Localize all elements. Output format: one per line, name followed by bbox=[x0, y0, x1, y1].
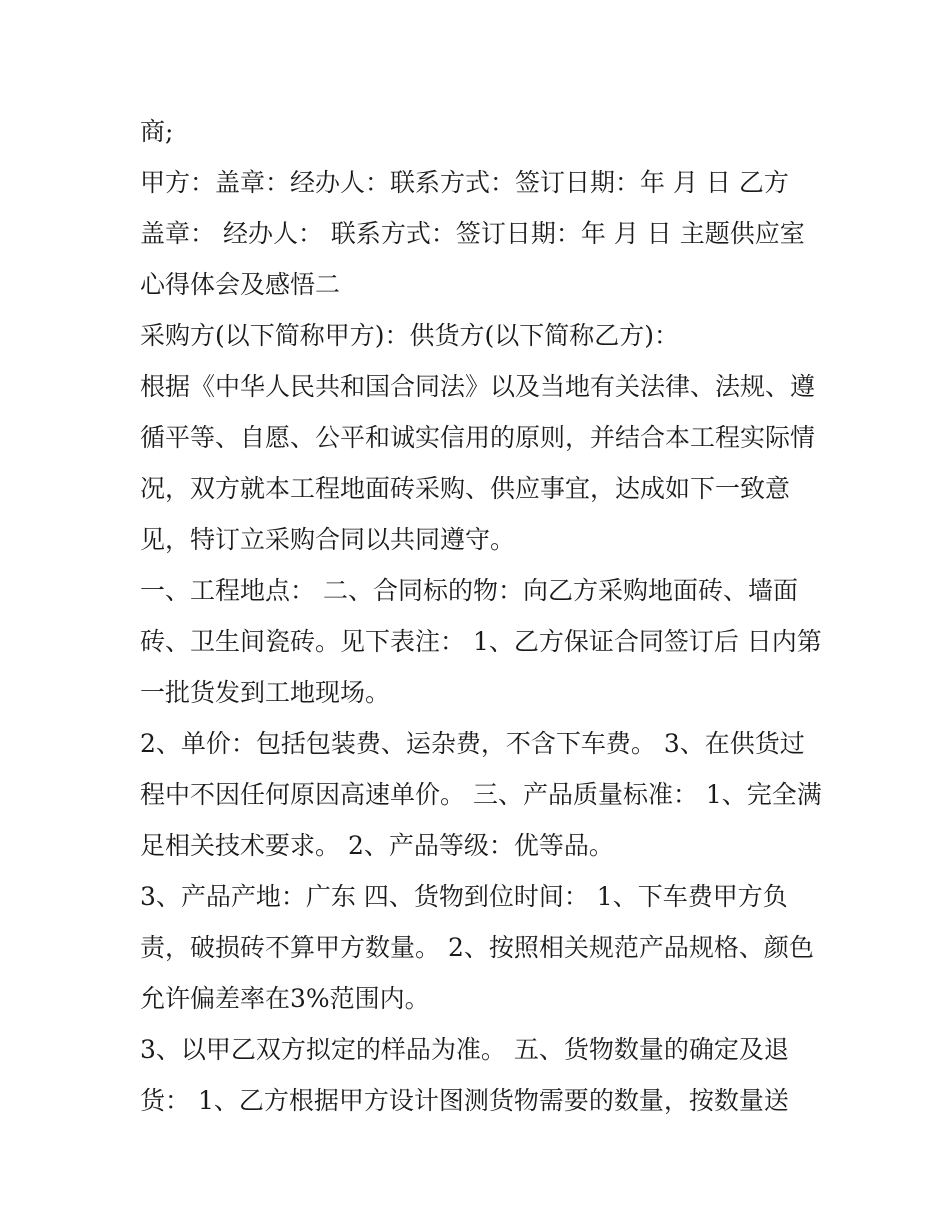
text-line: 3、以甲乙双方拟定的样品为准。 五、货物数量的确定及退 bbox=[140, 1035, 789, 1064]
text-line: 况，双方就本工程地面砖采购、供应事宜，达成如下一致意 bbox=[140, 474, 791, 503]
document-body bbox=[140, 106, 830, 1126]
text-line: 2、单价：包括包装费、运杂费，不含下车费。 3、在供货过 bbox=[140, 729, 805, 758]
text-line: 程中不因任何原因高速单价。 三、产品质量标准： 1、完全满 bbox=[140, 780, 822, 809]
text-line: 货： 1、乙方根据甲方设计图测货物需要的数量，按数量送 bbox=[140, 1086, 789, 1115]
text-line: 责，破损砖不算甲方数量。 2、按照相关规范产品规格、颜色 bbox=[140, 933, 814, 962]
text-line: 盖章： 经办人： 联系方式：签订日期：年 月 日 主题供应室 bbox=[140, 219, 805, 248]
text-line: 根据《中华人民共和国合同法》以及当地有关法律、法规、遵 bbox=[140, 372, 816, 401]
text-line: 足相关技术要求。 2、产品等级：优等品。 bbox=[140, 831, 614, 860]
text-line: 见，特订立采购合同以共同遵守。 bbox=[140, 525, 516, 554]
text-line: 一批货发到工地现场。 bbox=[140, 678, 391, 707]
text-line: 甲方：盖章：经办人：联系方式：签订日期：年 月 日 乙方 bbox=[140, 168, 789, 197]
text-line: 3、产品产地：广东 四、货物到位时间： 1、下车费甲方负 bbox=[140, 882, 788, 911]
text-line: 砖、卫生间瓷砖。见下表注： 1、乙方保证合同签订后 日内第 bbox=[140, 627, 822, 656]
text-line: 采购方(以下简称甲方)：供货方(以下简称乙方)： bbox=[140, 321, 680, 350]
text-line: 循平等、自愿、公平和诚实信用的原则，并结合本工程实际情 bbox=[140, 423, 816, 452]
text-line: 心得体会及感悟二 bbox=[140, 270, 341, 299]
text-line: 商; bbox=[140, 117, 174, 146]
text-line: 一、工程地点： 二、合同标的物：向乙方采购地面砖、墙面 bbox=[140, 576, 798, 605]
text-line: 允许偏差率在3%范围内。 bbox=[140, 984, 430, 1013]
